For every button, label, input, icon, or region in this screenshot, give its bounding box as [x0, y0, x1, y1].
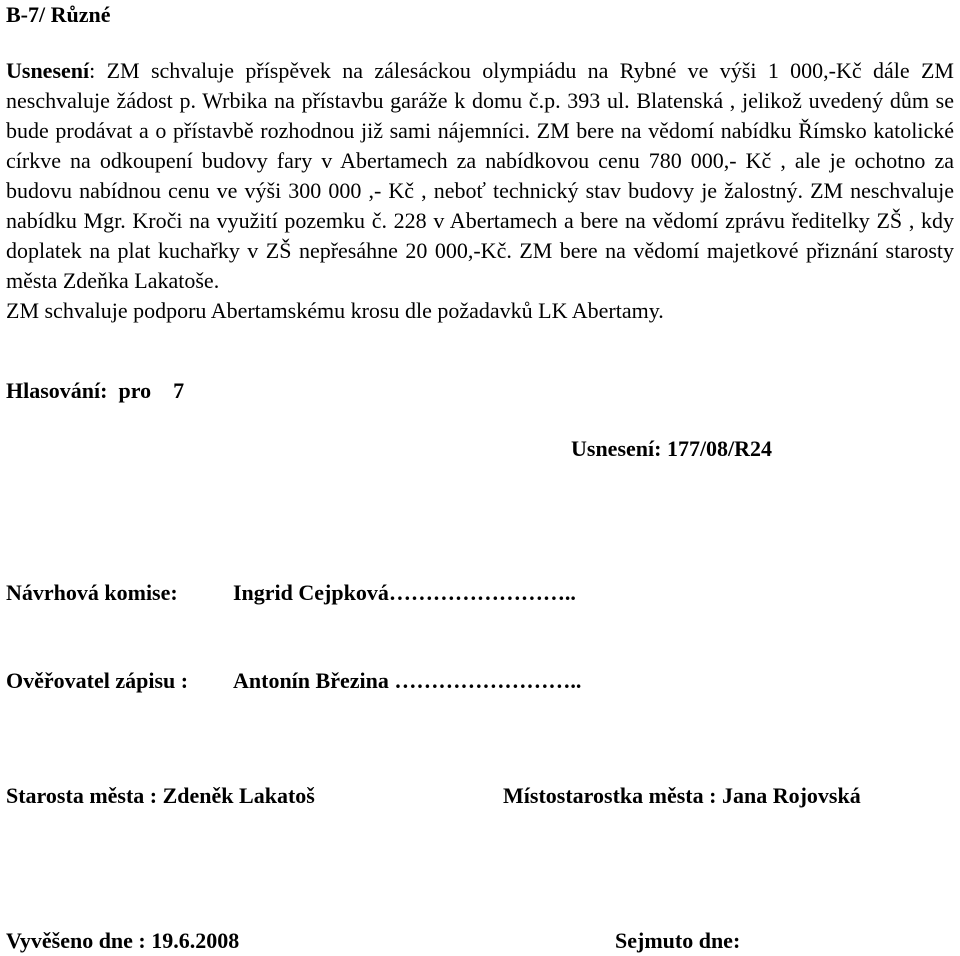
verifier-value: Antonín Březina …………………….. [233, 668, 582, 693]
commission-label: Návrhová komise: [6, 580, 178, 605]
mayor-row [6, 781, 315, 811]
removed-date: Sejmuto dne: [615, 928, 741, 953]
commission-value: Ingrid Cejpková…………………….. [233, 580, 576, 605]
resolution-text: : ZM schvaluje příspěvek na zálesáckou olympiádu na Rybné ve výši 1 000,-Kč dále ZM neschvaluje žádost p. Wrbika na přístavbu garáže k domu č.p. 393 ul. Blatenská , jelikož uvedený dům se bude prodávat a o přístavbě rozhodnou již sami nájemníci. ZM bere na vědomí nabídku Římsko katolické církve na odkoupení budovy fary v Abertamech za nabídkovou cenu 780 000,- Kč , ale je ochotno za budovu nabídnou cenu ve výši 300 000 ,- Kč , neboť technický stav budovy je žalostný. ZM neschvaluje nabídku Mgr. Kroči na využití pozemku č. 228 v Abertamech a bere na vědomí zprávu ředitelky ZŠ , kdy doplatek na plat kuchařky v ZŠ nepřesáhne 20 000,-Kč. ZM bere na vědomí majetkové přiznání starosty města Zdeňka Lakatoše. [6, 58, 954, 293]
vote-result: Hlasování: pro 7 [6, 378, 185, 403]
resolution-lead-label: Usnesení [6, 58, 90, 83]
verifier-label: Ověřovatel zápisu : [6, 668, 189, 693]
posted-date: Vyvěšeno dne : 19.6.2008 [6, 928, 240, 953]
section-title: B-7/ Různé [6, 2, 111, 27]
mayor-label: Starosta města : [6, 783, 158, 808]
resolution-number: Usnesení: 177/08/R24 [571, 436, 773, 461]
verifier-row [6, 666, 581, 696]
resolution-body [6, 56, 954, 326]
resolution-second-paragraph: ZM schvaluje podporu Abertamskému krosu dle požadavků LK Abertamy. [6, 298, 664, 323]
resolution-paragraph [6, 56, 954, 296]
deputy-mayor-row [503, 781, 861, 811]
mayor-value: Zdeněk Lakatoš [162, 783, 315, 808]
commission-row [6, 578, 576, 608]
deputy-mayor-value: Jana Rojovská [721, 783, 861, 808]
deputy-mayor-label: Místostarostka města : [503, 783, 717, 808]
